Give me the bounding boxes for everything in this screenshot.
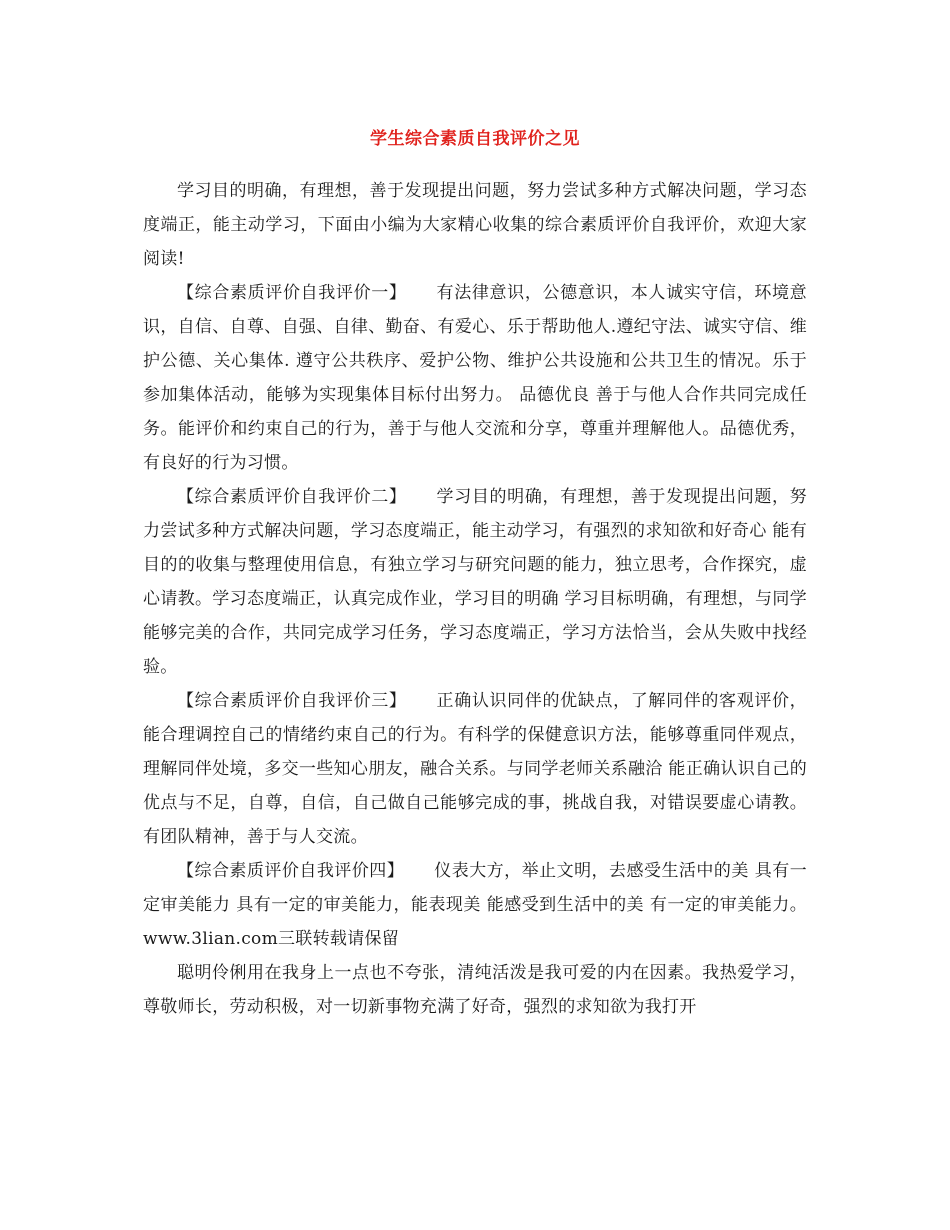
section-1-text: 有法律意识，公德意识，本人诚实守信，环境意识，自信、自尊、自强、自律、勤奋、有爱心、乐于帮助他人.遵纪守法、诚实守信、维护公德、关心集体. 遵守公共秩序、爱护公物、维护公共设施和公共卫生的情况。乐于参加集体活动，能够为实现集体目标付出努力。 品德优良 善于与他人合作共同完成任务。能评价和约束自己的行为，善于与他人交流和分享，尊重并理解他人。品德优秀，有良好的行为习惯。 bbox=[143, 283, 807, 473]
section-2-text: 学习目的明确，有理想，善于发现提出问题，努力尝试多种方式解决问题，学习态度端正，能主动学习，有强烈的求知欲和好奇心 能有目的的收集与整理使用信息，有独立学习与研究问题的能力，独立思考，合作探究，虚心请教。学习态度端正，认真完成作业，学习目的明确 学习目标明确，有理想，与同学能够完美的合作，共同完成学习任务，学习态度端正，学习方法恰当，会从失败中找经验。 bbox=[143, 487, 807, 677]
section-3-paragraph bbox=[143, 684, 807, 854]
document-body bbox=[143, 174, 807, 1024]
section-3-text: 正确认识同伴的优缺点，了解同伴的客观评价，能合理调控自己的情绪约束自己的行为。有科学的保健意识方法，能够尊重同伴观点，理解同伴处境，多交一些知心朋友，融合关系。与同学老师关系融洽 能正确认识自己的优点与不足，自尊，自信，自己做自己能够完成的事，挑战自我，对错误要虚心请教。有团队精神，善于与人交流。 bbox=[143, 691, 807, 847]
section-2-heading: 【综合素质评价自我评价二】 bbox=[177, 487, 407, 507]
closing-paragraph: 聪明伶俐用在我身上一点也不夸张，清纯活泼是我可爱的内在因素。我热爱学习，尊敬师长，劳动积极，对一切新事物充满了好奇，强烈的求知欲为我打开 bbox=[143, 963, 807, 1017]
section-1-heading: 【综合素质评价自我评价一】 bbox=[177, 283, 407, 303]
intro-paragraph: 学习目的明确，有理想，善于发现提出问题，努力尝试多种方式解决问题，学习态度端正，能主动学习，下面由小编为大家精心收集的综合素质评价自我评价，欢迎大家阅读! bbox=[143, 181, 807, 269]
document-title: 学生综合素质自我评价之见 bbox=[370, 129, 580, 149]
section-3-heading: 【综合素质评价自我评价三】 bbox=[177, 691, 407, 711]
section-4-paragraph bbox=[143, 854, 807, 956]
section-2-paragraph bbox=[143, 480, 807, 684]
section-4-heading: 【综合素质评价自我评价四】 bbox=[177, 861, 405, 881]
section-1-paragraph bbox=[143, 276, 807, 480]
section-4-text: 仪表大方，举止文明，去感受生活中的美 具有一定审美能力 具有一定的审美能力，能表现美 能感受到生活中的美 有一定的审美能力。www.3lian.com三联转载请保留 bbox=[143, 861, 807, 949]
